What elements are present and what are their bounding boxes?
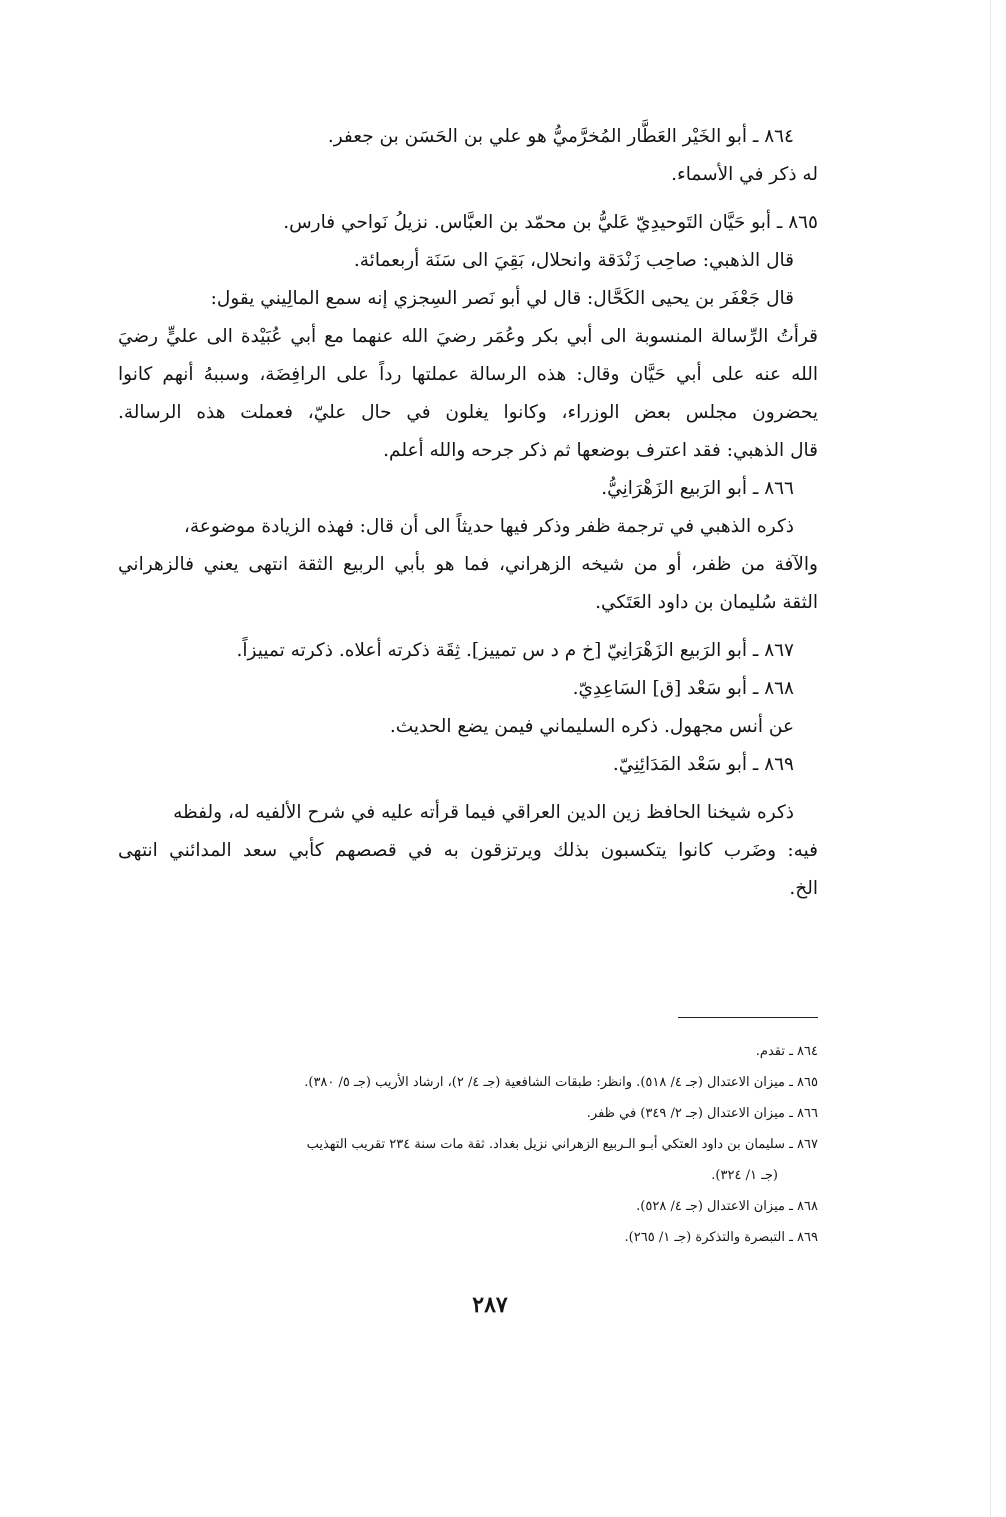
page-number: ٢٨٧: [472, 1292, 508, 1318]
scan-edge: [990, 0, 991, 1517]
text-line: قرأتُ الرِّسالة المنسوبة الى أبي بكر وعُمَر رضيَ الله عنهما مع أبي عُبَيْدة الى عليٍّ رضيَ: [118, 326, 818, 347]
footnote-line: ٨٦٤ ـ تقدم.: [755, 1044, 818, 1059]
text-line: قال الذهبي: صاحِب زَنْدَقة وانحلال، بَقِيَ الى سَنَة أربعمائة.: [353, 250, 794, 271]
footnote-line: ٨٦٥ ـ ميزان الاعتدال (جـ ٤/ ٥١٨). وانظر: طبقات الشافعية (جـ ٤/ ٢)، ارشاد الأريب (جـ ٥/ ٣٨٠).: [304, 1075, 818, 1090]
text-line: ذكره شيخنا الحافظ زين الدين العراقي فيما قرأته عليه في شرح الألفيه له، ولفظه: [173, 802, 794, 823]
text-line: ٨٦٤ ـ أبو الخَيْر العَطَّار المُخرَّميُّ هو علي بن الحَسَن بن جعفر.: [327, 126, 794, 147]
text-line: الثقة سُليمان بن داود العَتَكي.: [595, 592, 818, 613]
footnotes: [118, 1036, 818, 1253]
main-text: [118, 118, 818, 908]
footnote-line: ٨٦٧ ـ سليمان بن داود العتكي أبـو الـربيع الزهراني نزيل بغداد. ثقة مات سنة ٢٣٤ تقريب التهذيب: [306, 1137, 818, 1152]
text-line: قال جَعْفَر بن يحيى الكَحَّال: قال لي أبو نَصر السِجزي إنه سمع المالِيني يقول:: [210, 288, 794, 309]
text-line: عن أنس مجهول. ذكره السليماني فيمن يضع الحديث.: [389, 716, 794, 737]
text-line: ٨٦٨ ـ أبو سَعْد [ق] السَاعِدِيّ.: [572, 678, 794, 699]
text-line: يحضرون مجلس بعض الوزراء، وكانوا يغلون في حال عليّ، فعملت هذه الرسالة.: [118, 402, 818, 423]
footnote-separator: [678, 1017, 818, 1018]
text-line: ٨٦٦ ـ أبو الرَبيع الزَهْرَانِيُّ.: [601, 478, 794, 499]
footnote-line: ٨٦٨ ـ ميزان الاعتدال (جـ ٤/ ٥٢٨).: [636, 1199, 818, 1214]
footnote-line: (جـ ١/ ٣٢٤).: [711, 1168, 778, 1183]
text-line: له ذكر في الأسماء.: [671, 164, 818, 185]
footnote-line: ٨٦٦ ـ ميزان الاعتدال (جـ ٢/ ٣٤٩) في ظفر.: [586, 1106, 818, 1121]
text-line: ٨٦٩ ـ أبو سَعْد المَدَائِنِيّ.: [612, 754, 794, 775]
text-line: ٨٦٧ ـ أبو الرَبيع الزَهْرَانِيّ [خ م د س تمييز]. ثِقَة ذكرته أعلاه. ذكرته تمييزاً.: [236, 640, 794, 661]
text-line: قال الذهبي: فقد اعترف بوضعها ثم ذكر جرحه والله أعلم.: [383, 440, 818, 461]
text-line: ٨٦٥ ـ أبو حَيَّان التَوحيدِيّ عَليُّ بن محمّد بن العبَّاس. نزيلُ نَواحي فارس.: [283, 212, 818, 233]
text-line: الله عنه على أبي حَيَّان وقال: هذه الرسالة عملتها رداً على الرافِضَة، وسببهُ أنهم كانوا: [118, 364, 818, 385]
text-line: فيه: وضَرب كانوا يتكسبون بذلك ويرتزقون به في قصصهم كأبي سعد المدائني انتهى: [118, 840, 818, 861]
text-line: ذكره الذهبي في ترجمة ظفر وذكر فيها حديثاً الى أن قال: فهذه الزيادة موضوعة،: [183, 516, 794, 537]
footnote-line: ٨٦٩ ـ التبصرة والتذكرة (جـ ١/ ٢٦٥).: [624, 1230, 818, 1245]
text-line: والآفة من ظفر، أو من شيخه الزهراني، فما هو بأبي الربيع الثقة انتهى يعني فالزهراني: [118, 554, 818, 575]
text-line: الخ.: [789, 878, 818, 899]
